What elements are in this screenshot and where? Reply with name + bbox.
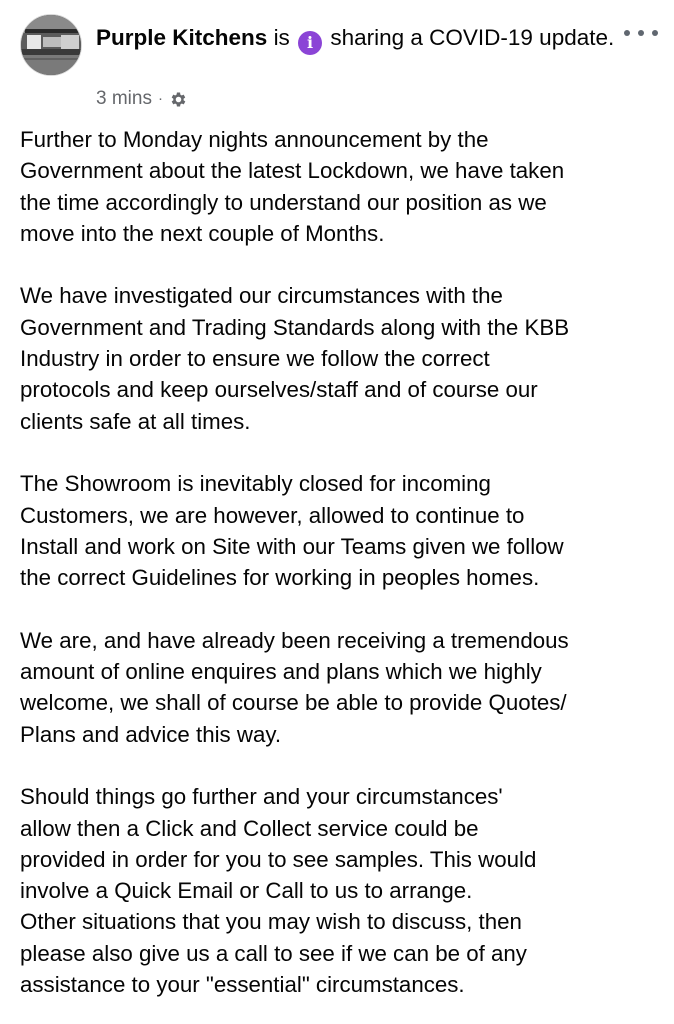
- kitchen-photo-icon: [21, 15, 82, 76]
- post-paragraph: We are, and have already been receiving a tremendous amount of online enquires and plans which we highly welcome, we shall of course be able to provide Quotes/ Plans and advice this way.: [20, 627, 569, 747]
- header-verb: is: [273, 25, 290, 50]
- more-dot: [624, 30, 630, 36]
- post-header: [96, 22, 616, 55]
- more-options-icon[interactable]: [624, 26, 658, 40]
- info-icon: i: [298, 31, 322, 55]
- post-body: [20, 124, 660, 1000]
- more-dot: [652, 30, 658, 36]
- post-paragraph: Further to Monday nights announcement by the Government about the latest Lockdown, we have taken the time accordingly to understand our position as we move into the next couple of Months.: [20, 127, 565, 246]
- page-name-link[interactable]: Purple Kitchens: [96, 25, 268, 50]
- gear-icon[interactable]: [169, 90, 188, 109]
- meta-separator: ·: [157, 90, 163, 107]
- post-paragraph: We have investigated our circumstances with the Government and Trading Standards along with the KBB Industry in order to ensure we follow the correct protocols and keep ourselves/staff and of course our clients safe at all times.: [20, 283, 570, 434]
- more-dot: [638, 30, 644, 36]
- timestamp[interactable]: 3 mins: [96, 88, 152, 109]
- post-meta: [96, 86, 188, 112]
- post-paragraph: Should things go further and your circumstances' allow then a Click and Collect service could be provided in order for you to see samples. This would involve a Quick Email or Call to us to arrange. Other situations that you may wish to discuss, then please also give us a call to see if we can be of any assistance to your "essential" circumstances.: [20, 784, 537, 998]
- status-text: sharing a COVID-19 update.: [330, 25, 615, 50]
- page-avatar[interactable]: [20, 14, 82, 76]
- post-paragraph: The Showroom is inevitably closed for incoming Customers, we are however, allowed to continue to Install and work on Site with our Teams given we follow the correct Guidelines for working in peoples homes.: [20, 471, 564, 591]
